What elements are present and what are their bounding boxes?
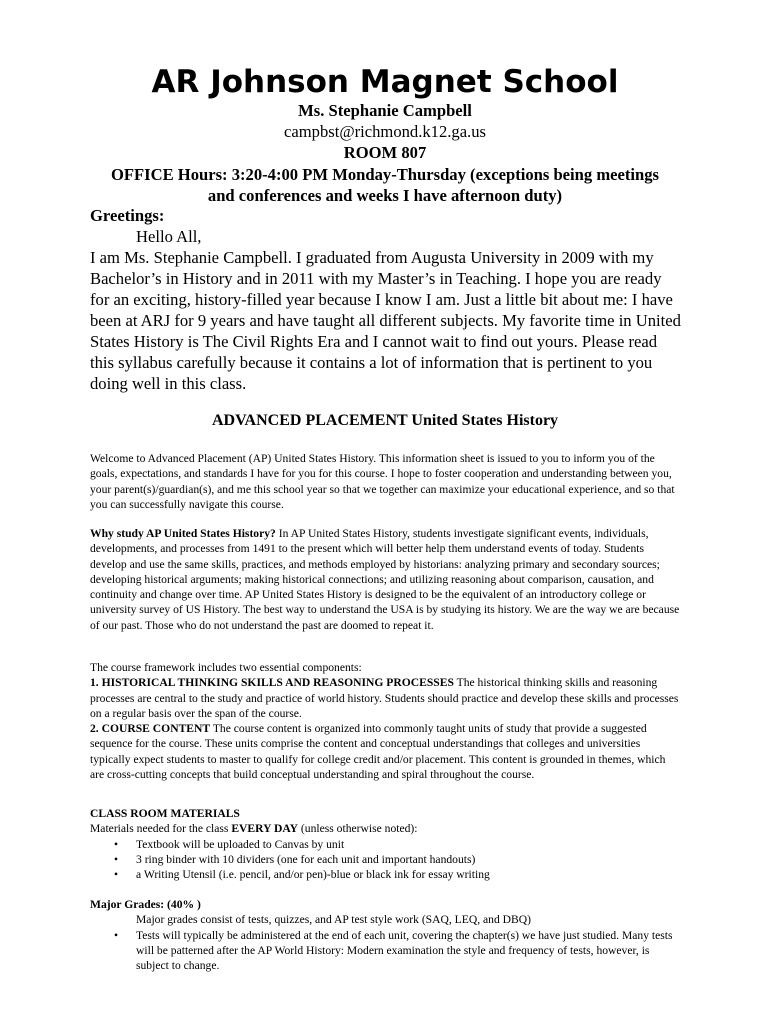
materials-list	[90, 837, 682, 883]
office-hours: OFFICE Hours: 3:20-4:00 PM Monday-Thursday (exceptions being meetings	[110, 164, 660, 184]
welcome-paragraph: Welcome to Advanced Placement (AP) United States History. This information sheet is issued to you to inform you of the goals, expectations, and standards I have for you for this course. I hope to foster cooperation and understanding between you, your parent(s)/guardian(s), and me this school year so that we together can maximize your educational experience, and so that you can successfully navigate this course.	[90, 452, 675, 511]
major-grades-list	[90, 928, 682, 974]
component-1-body: The historical thinking skills and reasoning processes are central to the study and practice of world history. Students should practice and develop these skills and processes on a regular basis over the span of the course.	[90, 676, 679, 720]
teacher-name: Ms. Stephanie Campbell	[298, 101, 472, 120]
major-grades-section	[90, 897, 682, 973]
greetings-heading: Greetings:	[90, 206, 165, 225]
framework-intro: The course framework includes two essential components:	[90, 661, 362, 674]
office-hours-cont: and conferences and weeks I have afternoon duty)	[207, 185, 563, 205]
intro-paragraph: I am Ms. Stephanie Campbell. I graduated from Augusta University in 2009 with my Bachelor’s in History and in 2011 with my Master’s in Teaching. I hope you are ready for an exciting, history-filled year because I know I am. Just a little bit about me: I have been at ARJ for 9 years and have taught all different subjects. My favorite time in United States History is The Civil Rights Era and I cannot wait to find out yours. Please read this syllabus carefully because it contains a lot of information that is pertinent to you doing well in this class.	[90, 248, 681, 393]
room-number: ROOM 807	[343, 143, 427, 163]
list-item: • a Writing Utensil (i.e. pencil, and/or pen)-blue or black ink for essay writing	[90, 867, 682, 882]
teacher-header	[80, 100, 690, 206]
list-item: • Textbook will be uploaded to Canvas by unit	[90, 837, 682, 852]
school-title: AR Johnson Magnet School	[151, 64, 619, 100]
major-grades-description: Major grades consist of tests, quizzes, and AP test style work (SAQ, LEQ, and DBQ)	[136, 913, 531, 927]
why-study-body: In AP United States History, students investigate significant events, individuals, developments, and processes from 1491 to the present which will better help them understand events of today. Students develop and use the same skills, practices, and methods employed by historians: analyzing primary and secondary sources; developing historical arguments; making historical connections; and utilizing reasoning about comparison, causation, and continuity and change over time. AP United States History is designed to be the equivalent of an introductory college or university survey of US History. The best way to understand the USA is by studying its history. We are the way we are because of our past. Those who do not understand the past are doomed to repeat it.	[90, 527, 680, 632]
hello-line: Hello All,	[136, 227, 202, 246]
materials-lead-suffix: (unless otherwise noted):	[298, 822, 418, 836]
materials-lead	[90, 821, 682, 836]
major-grades-heading: Major Grades: (40% )	[90, 898, 201, 911]
list-item: • Tests will typically be administered at the end of each unit, covering the chapter(s) we have just studied. Many tests will be patterned after the AP World History: Modern examination the style and frequency of tests, however, is subject to change.	[90, 928, 682, 974]
materials-heading: CLASS ROOM MATERIALS	[90, 807, 240, 820]
why-study-paragraph	[90, 526, 682, 633]
materials-section	[90, 806, 682, 882]
component-2-heading: 2. COURSE CONTENT	[90, 722, 211, 736]
component-2-body: The course content is organized into commonly taught units of study that provide a suggested sequence for the course. These units comprise the content and conceptual understandings that colleges and universities typically expect students to master to qualify for college credit and/or placement. This content is grounded in themes, which are cross-cutting concepts that build conceptual understanding and spiral throughout the course.	[90, 722, 666, 782]
teacher-email: campbst@richmond.k12.ga.us	[284, 122, 486, 142]
component-2	[90, 721, 682, 782]
component-1	[90, 675, 682, 721]
intro-section	[90, 205, 682, 394]
framework-section	[90, 660, 682, 782]
materials-lead-emphasis: EVERY DAY	[231, 822, 299, 836]
course-title: ADVANCED PLACEMENT United States History	[211, 412, 559, 429]
why-study-heading: Why study AP United States History?	[90, 527, 276, 540]
list-item: • 3 ring binder with 10 dividers (one for each unit and important handouts)	[90, 852, 682, 867]
materials-lead-text: Materials needed for the class	[90, 822, 232, 836]
component-1-heading: 1. HISTORICAL THINKING SKILLS AND REASONING PROCESSES	[90, 676, 454, 690]
